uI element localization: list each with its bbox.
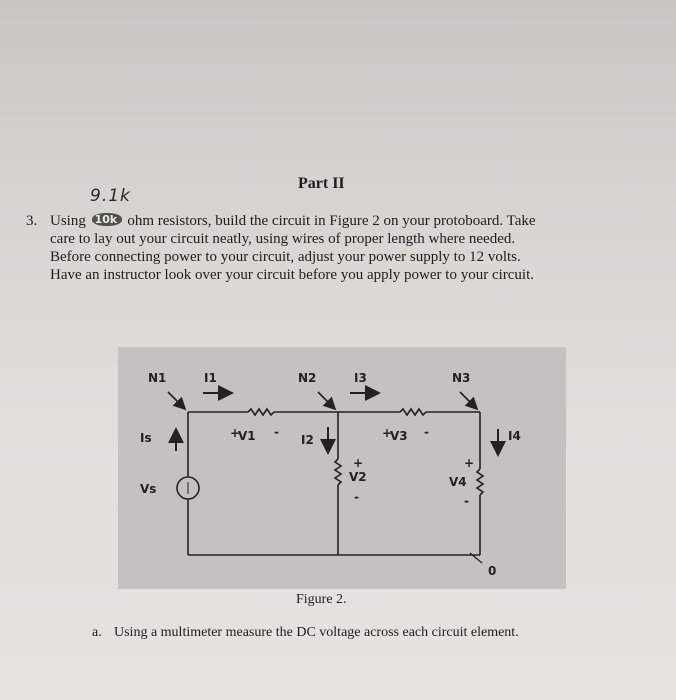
label-vs: Vs	[140, 482, 157, 496]
question-line-4: Have an instructor look over your circuit before you apply power to your circuit.	[50, 267, 535, 283]
question-number: 3.	[26, 213, 38, 229]
figure-caption: Figure 2.	[296, 592, 347, 607]
question-line-1-end: ohm resistors, build the circuit in Figure 2 on your protoboard. Take	[123, 213, 536, 229]
label-v3: V3	[390, 429, 408, 443]
question-line-1	[50, 212, 630, 230]
label-v2: V2	[349, 470, 367, 484]
v1-minus: -	[274, 425, 279, 439]
v4-minus: -	[464, 494, 469, 508]
label-i3: I3	[354, 371, 367, 385]
crossed-out-value	[92, 213, 122, 226]
label-i1: I1	[204, 371, 217, 385]
label-v1: V1	[238, 429, 256, 443]
node-n3-marker	[460, 392, 476, 408]
subquestion-letter: a.	[92, 625, 102, 640]
label-v4: V4	[449, 475, 467, 489]
v1-plus: +	[230, 426, 241, 440]
label-ground: 0	[488, 564, 497, 578]
label-n3: N3	[452, 371, 471, 385]
label-n1: N1	[148, 371, 167, 385]
label-is: Is	[140, 431, 152, 445]
question-line-2: care to lay out your circuit neatly, using wires of proper length where needed.	[50, 231, 516, 247]
part-title: Part II	[298, 175, 345, 192]
circuit-diagram	[118, 347, 566, 589]
question-line-3: Before connecting power to your circuit, adjust your power supply to 12 volts.	[50, 249, 521, 265]
v3-plus: +	[382, 426, 393, 440]
label-i4: I4	[508, 429, 521, 443]
v2-minus: -	[354, 490, 359, 504]
handwritten-annotation: 9.1k	[90, 186, 131, 206]
v2-plus: +	[353, 456, 364, 470]
circuit-figure	[118, 347, 566, 589]
subquestion-a	[92, 625, 519, 641]
label-n2: N2	[298, 371, 317, 385]
question-line-1-start: Using	[50, 213, 90, 229]
subquestion-text: Using a multimeter measure the DC voltage across each circuit element.	[114, 625, 519, 640]
v4-plus: +	[464, 456, 475, 470]
question-text	[50, 212, 630, 284]
v3-minus: -	[424, 425, 429, 439]
node-n2-marker	[318, 392, 334, 408]
label-i2: I2	[301, 433, 314, 447]
node-n1-marker	[168, 392, 184, 408]
crossed-out-text: 10k	[94, 213, 118, 226]
